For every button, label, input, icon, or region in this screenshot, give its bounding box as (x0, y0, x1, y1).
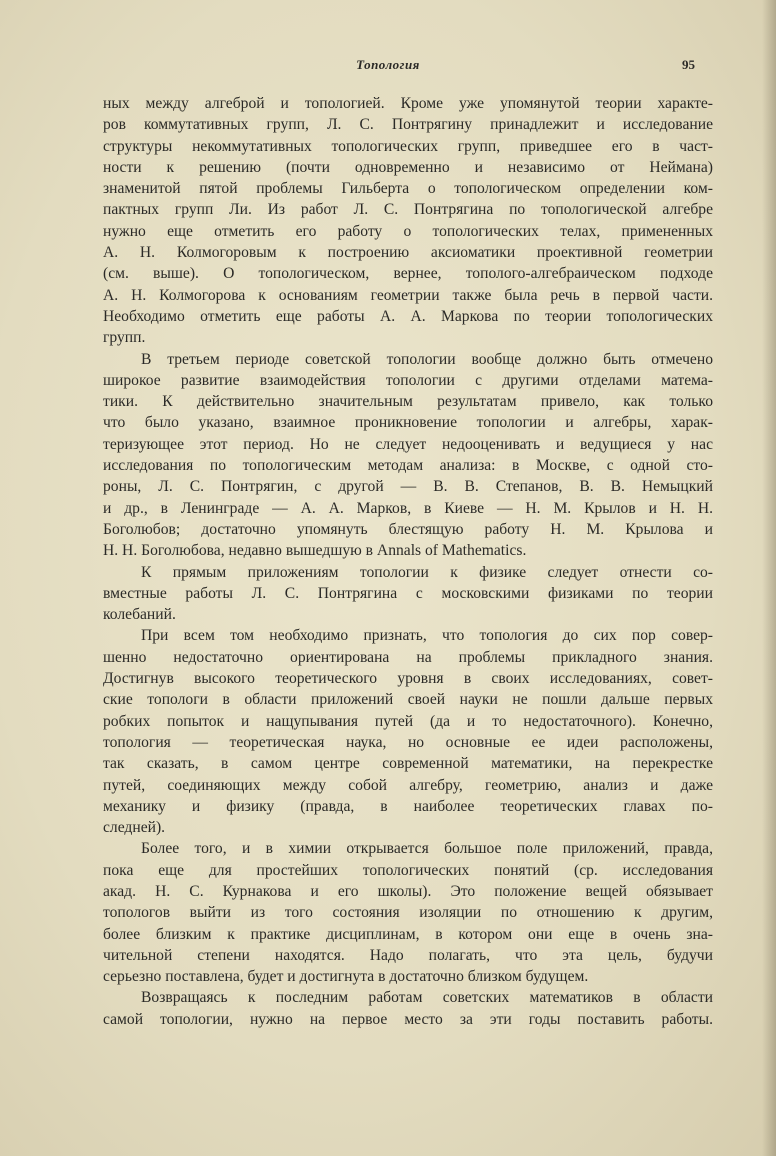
text-line: акад. Н. С. Курнакова и его школы). Это положение вещей обязывает (103, 882, 713, 900)
text-line: так сказать, в самом центре современной математики, на перекрестке (103, 755, 713, 773)
text-line: путей, соединяющих между собой алгебру, геометрию, анализ и даже (103, 776, 713, 794)
text-line: нужно еще отметить его работу о топологических телах, примененных (103, 222, 713, 240)
running-title: Топология (356, 57, 420, 72)
text-line: топология — теоретическая наука, но основные ее идеи расположены, (103, 733, 713, 751)
text-line: А. Н. Колмогоровым к построению аксиоматики проективной геометрии (103, 244, 713, 262)
text-line: следней). (103, 819, 166, 837)
text-line: структуры некоммутативных топологических групп, приведшее его в част- (103, 137, 713, 155)
text-line: роны, Л. С. Понтрягин, с другой — В. В. Степанов, В. В. Немыцкий (103, 478, 713, 496)
text-line: А. Н. Колмогорова к основаниям геометрии также была речь в первой части. (103, 286, 713, 304)
text-line: В третьем периоде советской топологии вообще должно быть отмечено (141, 350, 713, 368)
text-line: тики. К действительно значительным результатам привело, как только (103, 393, 713, 411)
text-line: знаменитой пятой проблемы Гильберта о топологическом определении ком- (103, 180, 713, 198)
text-line: робких попыток и нащупывания путей (да и то недостаточного). Конечно, (103, 712, 713, 730)
text-line: Достигнув высокого теоретического уровня в своих исследованиях, совет- (103, 670, 713, 688)
text-line: топологов выйти из того состояния изоляции по отношению к другим, (103, 904, 713, 922)
text-line: групп. (103, 329, 146, 347)
text-line: ские топологи в области приложений своей науки не пошли дальше первых (103, 691, 713, 709)
text-line: При всем том необходимо признать, что топология до сих пор совер- (141, 627, 713, 645)
text-line: пактных групп Ли. Из работ Л. С. Понтрягина по топологической алгебре (103, 201, 713, 219)
page-edge-shadow (762, 0, 776, 1156)
text-line: колебаний. (103, 606, 176, 624)
text-line: самой топологии, нужно на первое место за эти годы поставить работы. (103, 1010, 713, 1028)
text-line: Необходимо отметить еще работы А. А. Маркова по теории топологических (103, 307, 713, 325)
text-line: теризующее этот период. Но не следует недооценивать и ведущиеся у нас (103, 435, 713, 453)
text-line: ных между алгеброй и топологией. Кроме уже упомянутой теории характе- (103, 95, 713, 112)
text-line: что было указано, взаимное проникновение топологии и алгебры, харак- (103, 414, 713, 432)
text-line: более близким к практике дисциплинам, в котором они еще в очень зна- (103, 925, 713, 943)
text-line: Боголюбов; достаточно упомянуть блестящую работу Н. М. Крылова и (103, 520, 713, 538)
text-line: К прямым приложениям топологии к физике следует отнести со- (141, 563, 713, 581)
text-line: механику и физику (правда, в наиболее теоретических главах по- (103, 797, 713, 815)
text-line: вместные работы Л. С. Понтрягина с московскими физиками по теории (103, 584, 713, 602)
text-line: пока еще для простейших топологических понятий (ср. исследования (103, 861, 713, 879)
text-line: исследования по топологическим методам анализа: в Москве, с одной сто- (103, 457, 713, 475)
text-line: широкое развитие взаимодействия топологии с другими отделами матема- (103, 371, 713, 389)
text-line: Н. Н. Боголюбова, недавно вышедшую в Annals of Mathematics. (103, 542, 527, 560)
text-line: чительной степени находятся. Надо полагать, что эта цель, будучи (103, 946, 713, 964)
text-line: шенно недостаточно ориентирована на проблемы прикладного знания. (103, 648, 713, 666)
text-line: серьезно поставлена, будет и достигнута в достаточно близком будущем. (103, 968, 589, 986)
text-line: Более того, и в химии открывается большое поле приложений, правда, (141, 840, 713, 858)
page-number: 95 (682, 57, 695, 72)
text-line: ности к решению (почти одновременно и независимо от Неймана) (103, 158, 713, 176)
body-text (103, 93, 713, 1030)
text-line: ров коммутативных групп, Л. С. Понтрягину принадлежит и исследование (103, 116, 713, 134)
text-line: Возвращаясь к последним работам советских математиков в области (141, 989, 713, 1007)
text-line: и др., в Ленинграде — А. А. Марков, в Киеве — Н. М. Крылов и Н. Н. (103, 499, 713, 517)
text-line: (см. выше). О топологическом, вернее, тополого-алгебраическом подходе (103, 265, 713, 283)
